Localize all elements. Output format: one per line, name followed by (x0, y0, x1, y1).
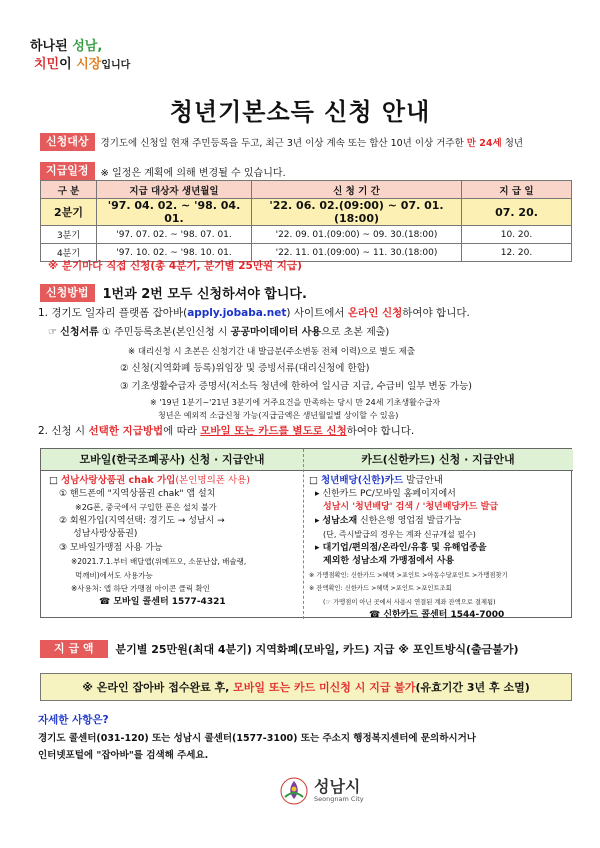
eligibility-tag: 신청대상 (40, 133, 95, 151)
mobile-line: ③ 모바일가맹점 사용 가능 (59, 542, 163, 553)
payment-method-panel (40, 448, 572, 618)
table-row (41, 199, 572, 226)
mobile-line: □ 성남사랑상품권 chak 가입(본인명의폰 사용) (49, 475, 251, 486)
table-row (41, 226, 572, 244)
logo-name: 성남시 (314, 777, 361, 796)
card-callcenter: ☎ 신한카드 콜센터 1544-7000 (369, 610, 505, 620)
logo-english: Seongnam City (314, 795, 364, 803)
eligibility-row (40, 133, 570, 151)
method-tag: 신청방법 (40, 284, 95, 302)
mobile-panel-body (49, 474, 299, 609)
more-info-line: 경기도 콜센터(031-120) 또는 성남시 콜센터(1577-3100) 또는 주소지 행정복지센터에 문의하시거나 (38, 733, 476, 744)
schedule-note: ※ 일정은 계획에 의해 변경될 수 있습니다. (100, 167, 286, 179)
more-info-line: 인터넷포털에 "잡아바"를 검색해 주세요. (38, 750, 209, 761)
docs-note3: 청년은 예외적 소급신청 가능(지급금액은 생년월일별 상이할 수 있음) (158, 411, 399, 420)
mobile-line: ※2021.7.1.부터 배달앱(위메프오, 소문난샵, 배슐랭, (71, 557, 247, 566)
card-line: □ 청년배당(신한)카드 발급안내 (309, 475, 443, 486)
card-line: 성남시 '청년배당' 검색 / '청년배당카드 발급 (323, 502, 499, 512)
step2: 2. 신청 시 선택한 지급방법에 따라 모바일 또는 카드를 별도로 신청하여야 합니다. (38, 425, 415, 437)
table-cell: 07. 20. (462, 199, 572, 226)
docs-note1: ※ 대리신청 시 초본은 신청기간 내 발급분(주소변동 전체 이력)으로 별도 제출 (128, 347, 416, 357)
payment-tag: 지 급 액 (40, 640, 108, 658)
table-header-row (41, 181, 572, 199)
table-cell: 2분기 (41, 199, 97, 226)
mobile-callcenter: ☎ 모바일 콜센터 1577-4321 (99, 596, 226, 607)
slogan-text: 하나된 (30, 39, 73, 54)
mobile-line: 먹깨비)에서도 사용가능 (75, 570, 153, 580)
docs-label: 신청서류 (60, 327, 99, 338)
table-cell: '22. 11. 01.(09:00) ~ 11. 30.(18:00) (252, 244, 462, 262)
card-line: (단, 즉시발급의 경우는 계좌 신규개설 필수) (323, 530, 476, 539)
table-cell: '97. 07. 02. ~ '98. 07. 01. (97, 226, 252, 244)
mobile-line: ① 핸드폰에 "지역상품권 chak" 앱 설치 (59, 488, 216, 499)
schedule-tag: 지급일정 (40, 162, 95, 180)
step1: 1. 경기도 일자리 플랫폼 잡아바(apply.jobaba.net) 사이트에서 온라인 신청하여야 합니다. (38, 307, 470, 319)
card-line: ▸ 대기업/편의점/온라인/유흥 및 유해업종을 (315, 542, 487, 553)
card-line: ※ 잔액확인: 신한카드 >혜택 >포인트 >포인트조회 (309, 585, 452, 592)
table-cell: '22. 09. 01.(09:00) ~ 09. 30.(18:00) (252, 226, 462, 244)
method-headline: 1번과 2번 모두 신청하셔야 합니다. (102, 287, 307, 302)
table-header: 신 청 기 간 (252, 181, 462, 199)
slogan-text: 이 (59, 57, 77, 72)
schedule-table (40, 180, 572, 262)
card-line: ▸ 성남소재 신한은행 영업점 발급가능 (315, 515, 462, 526)
table-cell: 3분기 (41, 226, 97, 244)
panel-divider (303, 449, 304, 619)
method-row (40, 283, 307, 302)
table-cell: 10. 20. (462, 226, 572, 244)
page-title: 청년기본소득 신청 안내 (169, 98, 431, 126)
table-header: 구 분 (41, 181, 97, 199)
docs-note2: ※ '19년 1분기~'21년 3분기에 거주요건을 만족하는 당시 만 24세 기초생활수급자 (150, 398, 441, 407)
table-cell: '97. 10. 02. ~ '98. 10. 01. (97, 244, 252, 262)
slogan-citizen: 치민 (34, 57, 60, 72)
card-line: ※ 가맹점확인: 신한카드 >혜택 >포인트 >아동수당포인트 >가맹점찾기 (309, 571, 508, 579)
card-line: (☞ 가맹점이 아닌 곳에서 사용시 연결된 계좌 잔액으로 결제됨) (323, 598, 496, 606)
table-cell: 4분기 (41, 244, 97, 262)
more-info-title: 자세한 사항은? (38, 714, 109, 726)
table-cell: '97. 04. 02. ~ '98. 04. 01. (97, 199, 252, 226)
payment-text: 분기별 25만원(최대 4분기) 지역화폐(모바일, 카드) 지급 ※ 포인트방식(출금불가) (115, 643, 519, 656)
slogan (30, 38, 130, 75)
table-cell: 12. 20. (462, 244, 572, 262)
schedule-footnote: ※ 분기마다 직접 신청(총 4분기, 분기별 25만원 지급) (48, 260, 302, 272)
more-info-text (38, 730, 578, 764)
schedule-row (40, 162, 286, 180)
slogan-city: 성남, (72, 39, 103, 54)
payment-row (40, 640, 519, 658)
mobile-line: ※사용처: 앱 하단 가맹점 아이콘 클릭 확인 (71, 584, 211, 593)
docs-line3: ③ 기초생활수급자 증명서(저소득 청년에 한하여 일시금 지급, 수급비 일부 변동 가능) (120, 381, 472, 392)
eligibility-text: 경기도에 신청일 현재 주민등록을 두고, 최근 3년 이상 계속 또는 합산 10년 이상 거주한 만 24세 청년 (100, 138, 524, 149)
card-line: ▸ 신한카드 PC/모바일 홈페이지에서 (315, 488, 456, 499)
mobile-line: ※2G폰, 중국에서 구입한 폰은 설치 불가 (75, 503, 217, 512)
mobile-panel-header: 모바일(한국조폐공사) 신청 · 지급안내 (41, 449, 303, 471)
table-cell: '22. 06. 02.(09:00) ~ 07. 01.(18:00) (252, 199, 462, 226)
table-header: 지급 대상자 생년월일 (97, 181, 252, 199)
seongnam-emblem-icon (280, 777, 308, 805)
docs-line2: ② 신청(지역화폐 등록)위임장 및 증빙서류(대리신청에 한함) (120, 363, 370, 374)
card-line: 제외한 성남소재 가맹점에서 사용 (323, 556, 455, 566)
table-header: 지 급 일 (462, 181, 572, 199)
slogan-mayor: 시장 (76, 57, 102, 72)
slogan-text: 입니다 (101, 60, 131, 71)
mobile-line: ② 회원가입(지역선택: 경기도 → 성남시 → (59, 515, 225, 526)
notice-box: ※ 온라인 잡아바 접수완료 후, 모바일 또는 카드 미신청 시 지급 불가(유효기간 3년 후 소멸) (40, 673, 572, 701)
card-panel-header: 카드(신한카드) 신청 · 지급안내 (303, 449, 573, 471)
mobile-line: 성남사랑상품권) (73, 529, 138, 539)
city-logo (280, 777, 364, 805)
docs-line1: ☞ 신청서류 ① 주민등록초본(본인신청 시 공공마이데이터 사용으로 초본 제출) (48, 327, 390, 338)
card-panel-body (309, 474, 571, 623)
